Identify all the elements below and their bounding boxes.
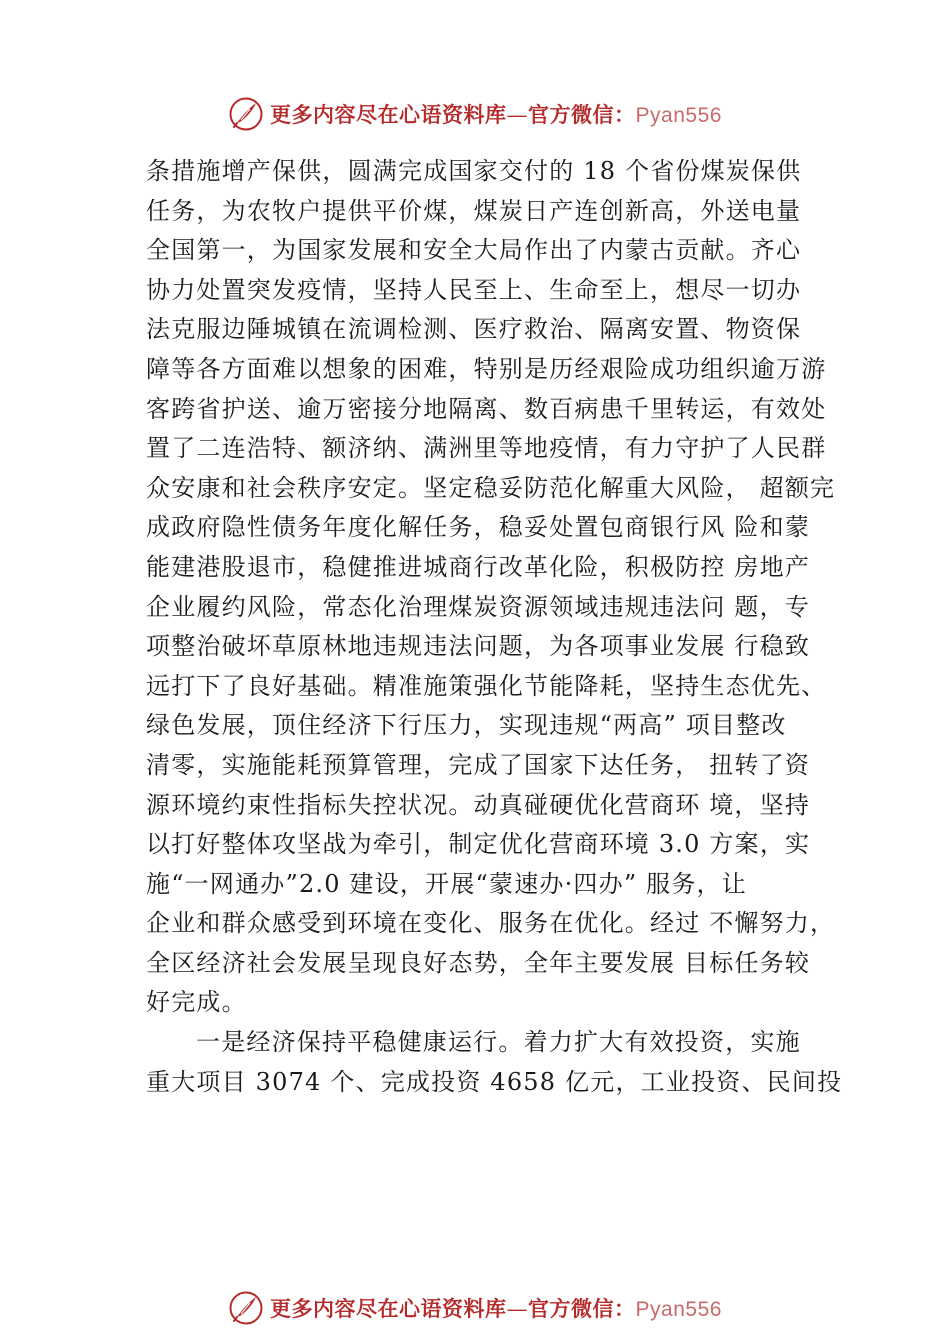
body-line: 清零，实施能耗预算管理，完成了国家下达任务， 扭转了资 (146, 750, 811, 779)
body-line: 绿色发展，顶住经济下行压力，实现违规“两高” 项目整改 (146, 711, 787, 740)
footer-brand-text: 更多内容尽在心语资料库 (270, 1296, 507, 1321)
body-line: 任务，为农牧户提供平价煤，煤炭日产连创新高，外送电量 (146, 196, 802, 225)
body-line: 全国第一，为国家发展和安全大局作出了内蒙古贡献。齐心 (146, 236, 802, 265)
body-line: 项整治破坏草原林地违规违法问题，为各项事业发展 行稳致 (146, 632, 811, 661)
quill-pen-logo-icon (228, 96, 264, 132)
body-line: 重大项目 3074 个、完成投资 4658 亿元，工业投资、民间投 (146, 1067, 843, 1096)
body-line: 好完成。 (146, 988, 247, 1017)
header-brand-text: 更多内容尽在心语资料库 (270, 102, 507, 127)
document-body (146, 152, 843, 1102)
body-line: 远打下了良好基础。精准施策强化节能降耗，坚持生态优先、 (146, 671, 827, 700)
body-line: 能建港股退市，稳健推进城商行改革化险，积极防控 房地产 (146, 552, 811, 581)
header-contact-id: Pyan556 (635, 104, 722, 127)
body-line: 法克服边陲城镇在流调检测、医疗救治、隔离安置、物资保 (146, 315, 802, 344)
body-line: 以打好整体攻坚战为牵引，制定优化营商环境 3.0 方案，实 (146, 830, 811, 859)
header-contact-label: 官方微信： (528, 102, 636, 127)
header-banner (0, 92, 950, 136)
header-banner-text (270, 99, 722, 129)
footer-dash: — (506, 1297, 529, 1321)
section-heading-line: 一是经济保持平稳健康运行。着力扩大有效投资，实施 (196, 1028, 801, 1057)
body-line: 源环境约束性指标失控状况。动真碰硬优化营商环 境，坚持 (146, 790, 811, 819)
body-line: 全区经济社会发展呈现良好态势，全年主要发展 目标任务较 (146, 948, 811, 977)
footer-contact-label: 官方微信： (528, 1296, 636, 1321)
footer-banner (0, 1286, 950, 1330)
body-line: 企业履约风险，常态化治理煤炭资源领域违规违法问 题，专 (146, 592, 811, 621)
quill-pen-logo-icon (228, 1290, 264, 1326)
body-line: 企业和群众感受到环境在变化、服务在优化。经过 不懈努力， (146, 909, 836, 938)
header-dash: — (506, 103, 529, 127)
body-line: 条措施增产保供，圆满完成国家交付的 18 个省份煤炭保供 (146, 157, 802, 185)
body-line: 众安康和社会秩序安定。坚定稳妥防范化解重大风险， 超额完 (146, 473, 836, 502)
footer-banner-text (270, 1293, 722, 1323)
body-line: 障等各方面难以想象的困难，特别是历经艰险成功组织逾万游 (146, 354, 827, 383)
body-line: 施“一网通办”2.0 建设，开展“蒙速办·四办” 服务，让 (146, 869, 747, 898)
body-line: 置了二连浩特、额济纳、满洲里等地疫情，有力守护了人民群 (146, 434, 827, 463)
body-line: 协力处置突发疫情，坚持人民至上、生命至上，想尽一切办 (146, 275, 802, 304)
body-line: 客跨省护送、逾万密接分地隔离、数百病患千里转运，有效处 (146, 394, 827, 423)
body-line: 成政府隐性债务年度化解任务，稳妥处置包商银行风 险和蒙 (146, 513, 811, 542)
footer-contact-id: Pyan556 (635, 1298, 722, 1321)
